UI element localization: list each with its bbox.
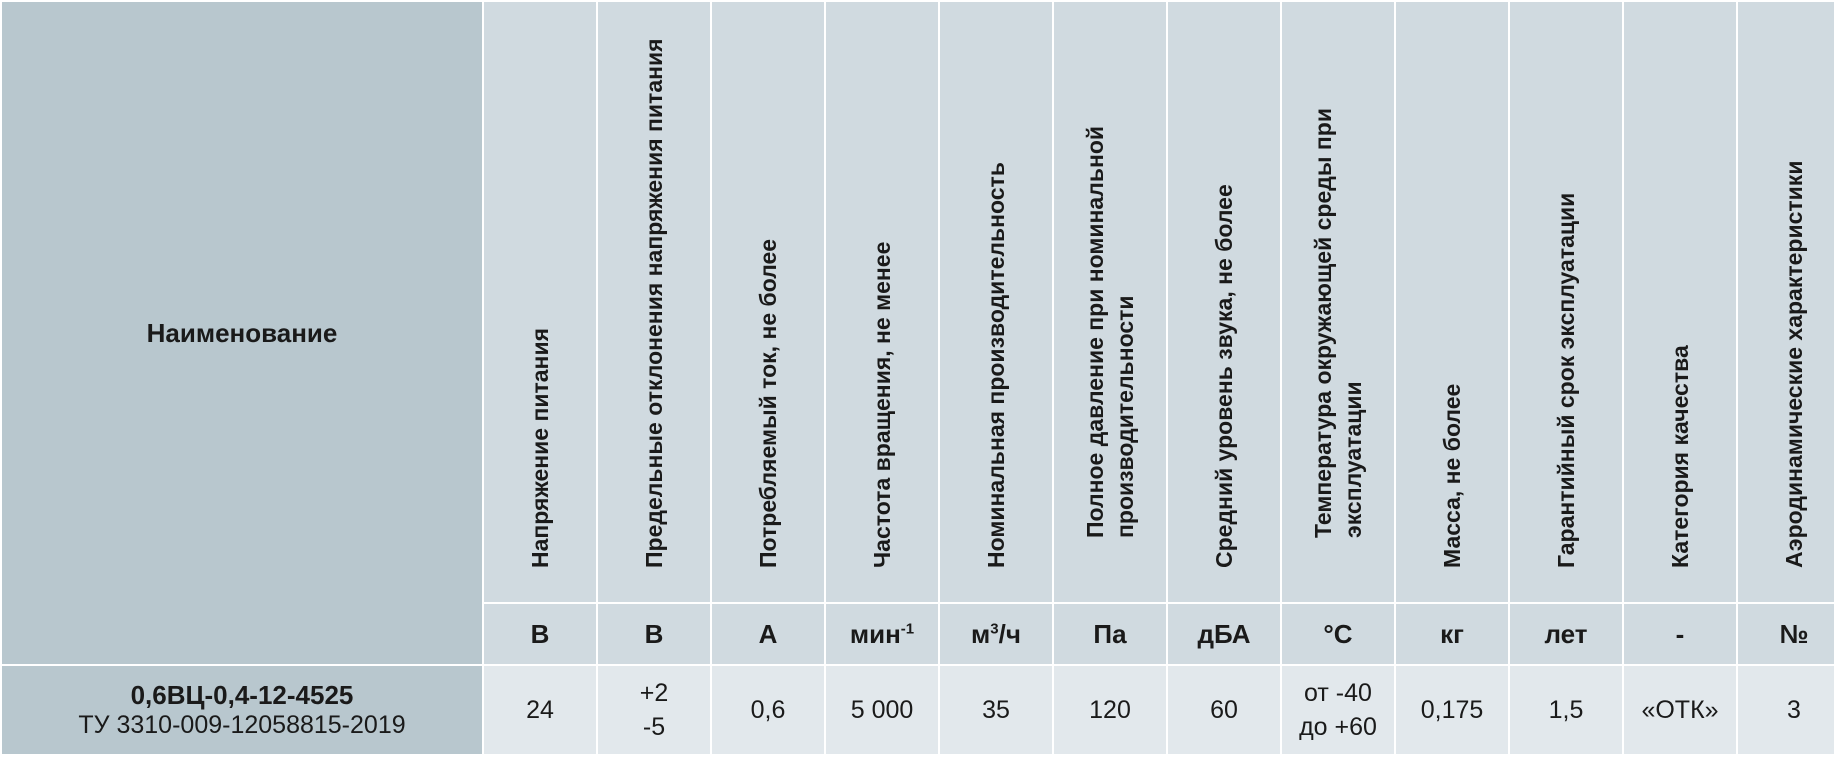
col-header-pressure: Полное давление при номинальной производительности <box>1054 2 1166 602</box>
unit-speed: мин$^{-1}$ <box>826 604 938 664</box>
product-name-cell <box>2 666 482 754</box>
value-pressure: 120 <box>1054 666 1166 754</box>
col-header-quality: Категория качества <box>1624 2 1736 602</box>
value-voltage: 24 <box>484 666 596 754</box>
col-header-deviation: Предельные отклонения напряжения питания <box>598 2 710 602</box>
deviation-plus: +2 <box>639 679 669 707</box>
col-header-current: Потребляемый ток, не более <box>712 2 824 602</box>
col-header-mass: Масса, не более <box>1396 2 1508 602</box>
product-spec: ТУ 3310-009-12058815-2019 <box>78 711 406 739</box>
unit-warranty: лет <box>1510 604 1622 664</box>
value-deviation <box>598 666 710 754</box>
col-header-speed: Частота вращения, не менее <box>826 2 938 602</box>
temp-to: до +60 <box>1299 713 1377 741</box>
unit-deviation: В <box>598 604 710 664</box>
col-header-aero: Аэродинамические характеристики <box>1738 2 1834 602</box>
col-header-temperature: Температура окружающей среды при эксплуатации <box>1282 2 1394 602</box>
value-flow: 35 <box>940 666 1052 754</box>
temp-from: от -40 <box>1304 679 1372 707</box>
col-header-flow: Номинальная производительность <box>940 2 1052 602</box>
col-header-voltage: Напряжение питания <box>484 2 596 602</box>
header-row <box>2 2 1834 602</box>
value-current: 0,6 <box>712 666 824 754</box>
value-mass: 0,175 <box>1396 666 1508 754</box>
col-header-noise: Средний уровень звука, не более <box>1168 2 1280 602</box>
unit-pressure: Па <box>1054 604 1166 664</box>
unit-noise: дБА <box>1168 604 1280 664</box>
unit-voltage: В <box>484 604 596 664</box>
col-header-warranty: Гарантийный срок эксплуатации <box>1510 2 1622 602</box>
value-aero: 3 <box>1738 666 1834 754</box>
unit-mass: кг <box>1396 604 1508 664</box>
name-column-header: Наименование <box>2 2 482 664</box>
table-row <box>2 666 1834 754</box>
unit-current: А <box>712 604 824 664</box>
value-warranty: 1,5 <box>1510 666 1622 754</box>
value-temperature <box>1282 666 1394 754</box>
value-speed: 5 000 <box>826 666 938 754</box>
unit-temperature: °С <box>1282 604 1394 664</box>
unit-quality: - <box>1624 604 1736 664</box>
deviation-minus: -5 <box>642 713 666 741</box>
unit-aero: № <box>1738 604 1834 664</box>
product-model: 0,6ВЦ-0,4-12-4525 <box>130 680 354 710</box>
value-quality: «ОТК» <box>1624 666 1736 754</box>
unit-flow: $м^3/ч$ <box>940 604 1052 664</box>
value-noise: 60 <box>1168 666 1280 754</box>
